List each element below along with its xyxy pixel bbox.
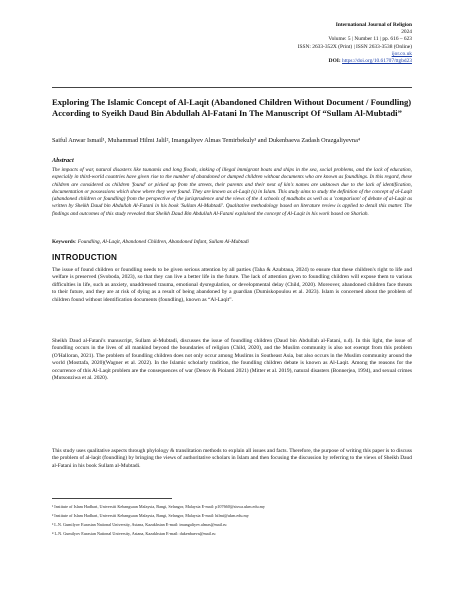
- footnote-4: ⁴ L.N. Gumilyov Eurasian National University, Astana, Kazakhstan E-mail: dukenbaeva@mail.ru: [52, 530, 216, 536]
- abstract-heading: Abstract: [52, 157, 74, 164]
- header-divider: [52, 87, 412, 88]
- intro-paragraph-1: The issue of found children or foundling needs to be given serious attention by all parties (Taha & Azubtaua, 2024) to ensure that these children's right to life and welfare is preserved (Svoboda, 2023), so that they can live a better life in the future. The lack of attention given to foundling children will expose them to various difficulties in life, such as anxiety, unaddressed trauma, emotional dysregulation, or developmental delay (Child, 2020). Moreover, abandoned children face threats to their future, and they are at risk of dying as a result of being abandoned by a guardian (Dumiskopoulou et al. 2023). Islam is concerned about the problem of children found without identification documents (foundling), known as “Al-Laqit”.: [52, 267, 412, 303]
- intro-paragraph-3: This study uses qualitative aspects through phylology & translitation methods to explain all issues and facts. Therefore, the purpose of writing this paper is to discuss the problem of al-laqit (foundling) by bringing the views of authoritative scholars in Islam and then focusing the discussion by referring to the views of Sheikh Daud al-Fatani in his book Sullam al-Mubtadi.: [52, 448, 412, 469]
- footnote-3: ³ L.N. Gumilyov Eurasian National University, Astana, Kazakhstan E-mail: imangaliyev.almas@mail.ru: [52, 521, 227, 527]
- section-heading-introduction: INTRODUCTION: [52, 253, 118, 262]
- article-title: Exploring The Islamic Concept of Al-Laqit (Abandoned Children Without Document / Foundling) According to Syeikh Daud Bin Abdullah Al-Fatani In The Manuscript Of “Sullam Al-Mubtadi”: [52, 97, 412, 119]
- footnote-divider: [52, 498, 172, 499]
- journal-year: 2024: [401, 29, 412, 36]
- doi-link[interactable]: https://doi.org/10.61707/ttgbd23: [342, 58, 412, 65]
- doi-line: [212, 58, 412, 65]
- issn-line: ISSN: 2633-352X (Print) | ISSN 2633-3538 (Online): [297, 43, 412, 50]
- footnotes: [52, 503, 412, 539]
- journal-header: [212, 22, 412, 65]
- intro-paragraph-2: Sheikh Daud al-Fatani's manuscript, Sullam al-Mubtadi, discusses the issue of foundling children (Daud bin Abdullah al-Fatani, n.d). In this light, the issue of foundling occurs in the lives of all mankind beyond the boundaries of religion (Child, 2020), and the Muslim community is also not exempt from this problem (O'Halloran, 2021). The problem of foundling children does not only occur among Muslims in Southeast Asia, but also occurs in the Muslim community around the world (Mosttafa, 2020)(Wagner et al. 2022). In the Islamic scholarly tradition, the foundling children debate is known as Al-Laqit. Among the reasons for the occurrence of this Al-Laqit problem are the consequences of war (Denov & Piolanti 2021) (Mitter et al. 2019), natural disasters (Bonnerjea, 1994), and sexual crimes (Mutsonziwa et al. 2020).: [52, 338, 412, 382]
- abstract-text: The impacts of war, natural disasters like tsunamis and long floods, sinking of illegal immigrant boats and ships in the sea, social problems, and the lack of education, especially in third-world countries have given rise to the number of abandoned or dumped children without documents who are known as foundlings. In this regard, these children are considered as children 'found' or picked up from the streets, their parents and their next of kin's names are unknown due to the lack of identification, documentation or possessions which show where they were found. They are known as al-Laqit (s) in Islam. This study aims to study the definition of the concept of al-Laqit (abandoned children or foundling) from the perspective of the jurisprudence and the views of the 4 schools of madhabs as well as a 'comparison' of debate of al-Laqit as written by Sheikh Daud bin Abdullah Al-Fatani in his book 'Sullam Al-Mubtadi'. Qualitative methodology based on literature review is applied to detail this matter. The findings and outcomes of this study revealed that Sheikh Daud Bin Abdullah Al-Fatani explained the concept of Al-Laqit in his work based on Shariah.: [52, 167, 412, 217]
- journal-name: International Journal of Religion: [335, 22, 412, 28]
- footnote-1: ¹ Institute of Islam Hadhari, Universiti Kebangsaan Malaysia, Bangi, Selangor, Malaysia E-mail: p107660@siswa.ukm.edu.my: [52, 504, 265, 509]
- journal-site-link[interactable]: ijor.co.uk: [391, 50, 412, 57]
- keywords-line: [52, 239, 412, 245]
- keywords-list: : Foundling, Al-Laqit, Abandoned Children, Abandoned Infant, Sullam Al-Mubtadi: [74, 239, 249, 245]
- keywords-label: Keywords: [52, 239, 75, 245]
- footnote-2: ² Institute of Islam Hadhari, Universiti Kebangsaan Malaysia, Bangi, Selangor, Malaysia E-mail: hilmi@ukm.edu.my: [52, 512, 249, 518]
- author-list: Saiful Anwar Ismail¹, Muhammad Hilmi Jalil², Imangaliyev Almas Temirbekuly³ and Dukenbaeva Zadash Orazgaliyevna⁴: [52, 137, 361, 144]
- doi-label: DOI:: [328, 58, 341, 65]
- volume-line: Volume: 5 | Number 11 | pp. 616 – 623: [328, 36, 412, 43]
